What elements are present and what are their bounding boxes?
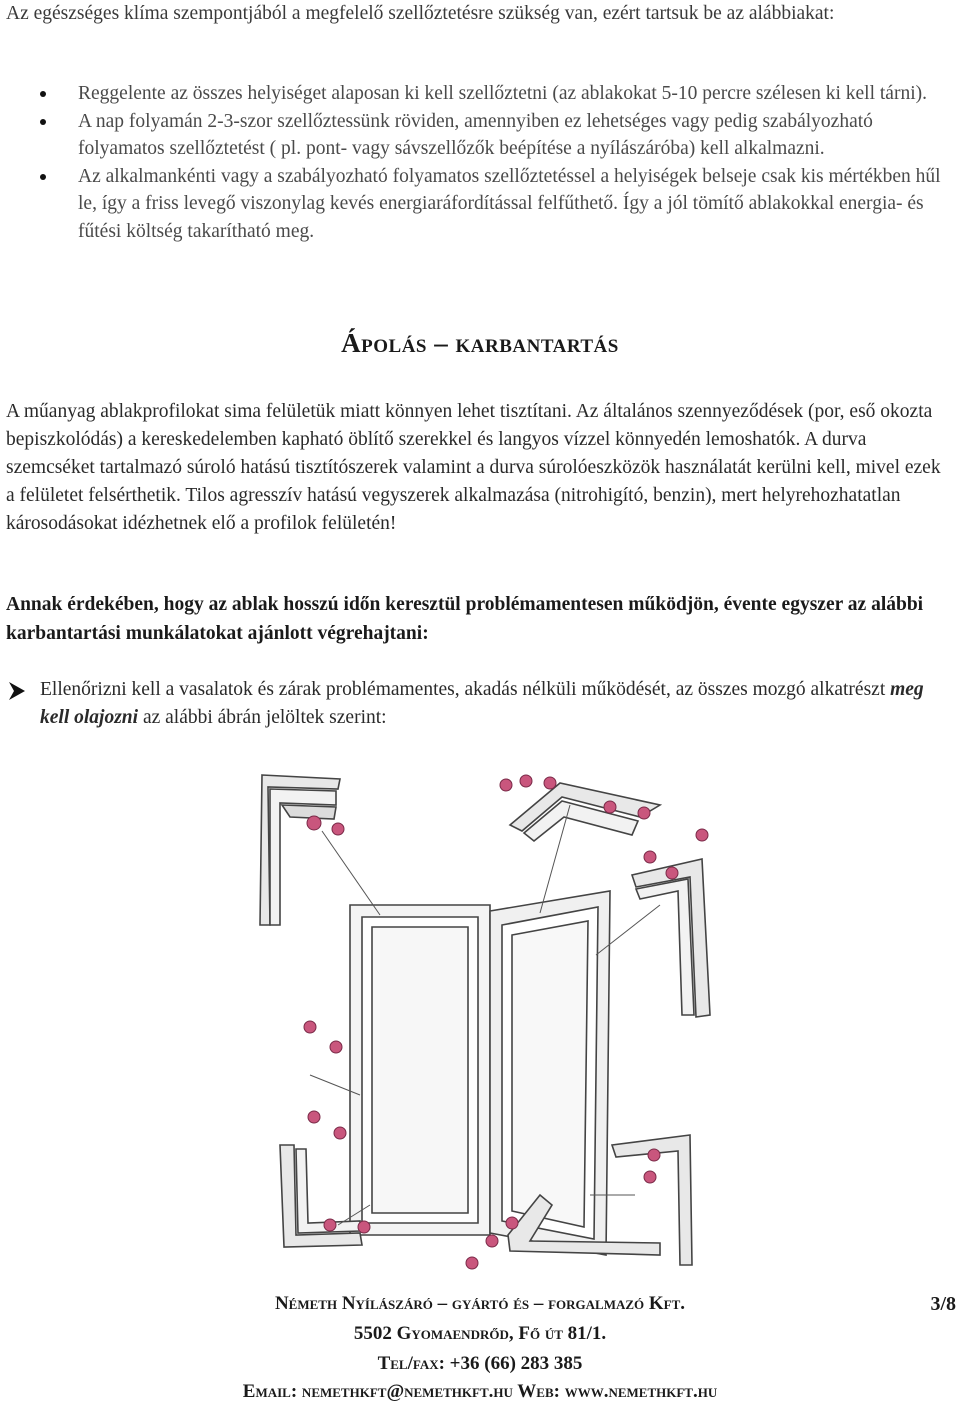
intro-text: Az egészséges klíma szempontjából a megfelelő szellőztetésre szükség van, ezért tartsuk be az alábbiakat: bbox=[6, 3, 835, 24]
company-name: Németh Nyílászáró – gyártó és – forgalmazó Kft. bbox=[274, 1293, 686, 1314]
page-number: 3/8 bbox=[930, 1293, 956, 1315]
corner-detail-top-left bbox=[260, 775, 340, 925]
corner-detail-right bbox=[632, 859, 710, 1017]
list-item: Reggelente az összes helyiséget alaposan ki kell szellőztetni (az ablakokat 5-10 percre szélesen ki kell tárni). bbox=[0, 80, 960, 108]
company-contact: Email: nemethkft@nemethkft.hu Web: www.nemethkft.hu bbox=[242, 1381, 718, 1402]
company-address: 5502 Gyomaendrőd, Fő út 81/1. bbox=[353, 1323, 607, 1344]
window-frame bbox=[350, 891, 610, 1255]
bullet-icon bbox=[40, 91, 46, 97]
window-lubrication-diagram bbox=[240, 765, 720, 1285]
list-item: Az alkalmankénti vagy a szabályozható folyamatos szellőztetéssel a helyiségek belseje csak kis mértékben hűl le, így a friss levegő viszonylag kevés energiaráfordítással felfűthető. Így a jól tömítő ablakokkal energia- és fűtési költség takarítható meg. bbox=[0, 163, 960, 246]
maintenance-intro: Annak érdekében, hogy az ablak hosszú időn keresztül problémamentesen működjön, évente egyszer az alábbi karbantartási munkálatokat ajánlott végrehajtani: bbox=[6, 594, 924, 644]
bullet-icon bbox=[40, 174, 46, 180]
list-item: A nap folyamán 2-3-szor szellőztessünk röviden, amennyiben ez lehetséges vagy pedig szabályozható folyamatos szellőztetést ( pl. pont- vagy sávszellőzők beépítése a nyílászáróba) kell alkalmazni. bbox=[0, 108, 960, 163]
cleaning-paragraph: A műanyag ablakprofilokat sima felületük miatt könnyen lehet tisztítani. Az általános szennyeződések (por, eső okozta bepiszkolódás) a kereskedelemben kapható öblítő szerekkel és langyos vízzel könnyedén lemoshatók. A durva szemcséket tartalmazó súroló hatású tisztítószerek valamint a durva súrolóeszközök használatát kerülni kell, mivel ezek a felületet felsérthetik. Tilos agresszív hatású vegyszerek alkalmazása (nitrohigító, benzin), mert helyrehozhatatlan károsodásokat idézhetnek elő a profilok felületén! bbox=[6, 401, 941, 534]
arrow-bullet-icon bbox=[6, 680, 28, 702]
section-heading: ÁPOLÁS – KARBANTARTÁS bbox=[341, 328, 619, 358]
ventilation-list bbox=[0, 80, 960, 245]
corner-detail-top-right bbox=[510, 783, 660, 841]
bullet-icon bbox=[40, 119, 46, 125]
company-phone: Tel/fax: +36 (66) 283 385 bbox=[377, 1353, 583, 1374]
